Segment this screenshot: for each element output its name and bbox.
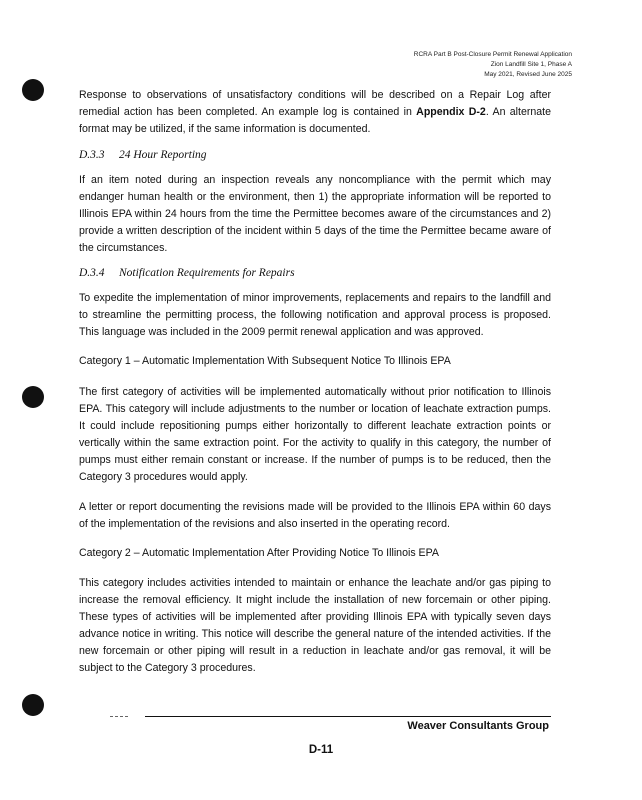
category-1-paragraph: The first category of activities will be implemented automatically without prior notification to Illinois EPA. This category will include adjustments to the number or location of leachate extraction pumps. It could include repositioning pumps either horizontally to different leachate extraction points or vertically within the same extraction point. For the activity to qualify in this category, the number of pumps must either remain constant or increase. If the number of pumps is to be reduced, then the Category 3 procedures would apply. [79, 386, 551, 483]
notification-paragraph: To expedite the implementation of minor improvements, replacements and repairs to the landfill and to streamline the permitting process, the following notification and approval process is proposed. This language was included in the 2009 permit renewal application and was approved. [79, 292, 551, 338]
section-number: D.3.3 [79, 149, 105, 161]
footer-company: Weaver Consultants Group [407, 720, 549, 732]
footer-rule [145, 716, 551, 717]
section-title: Notification Requirements for Repairs [119, 267, 295, 279]
punch-hole-bottom [22, 694, 44, 716]
header-date: May 2021, Revised June 2025 [484, 71, 572, 78]
section-title: 24 Hour Reporting [119, 149, 207, 161]
section-heading-d34 [79, 265, 295, 282]
appendix-reference: Appendix D-2 [416, 106, 486, 118]
reporting-paragraph: If an item noted during an inspection reveals any noncompliance with the permit which may endanger human health or the environment, then 1) the appropriate information will be reported to Illinois EPA within 24 hours from the time the Permittee becomes aware of the circumstances and 2) provide a written description of the incident within 5 days of the time the Permittee became aware of the circumstances. [79, 174, 551, 254]
footer-rule-fragment [110, 716, 128, 718]
section-heading-d33 [79, 147, 207, 164]
category-2-paragraph: This category includes activities intended to maintain or enhance the leachate and/or gas piping to increase the removal efficiency. It might include the installation of new forcemain or other piping. These types of activities will be implemented after providing Illinois EPA with typically seven days advance notice in writing. This notice will describe the general nature of the intended activities. If the new forcemain or other piping will result in a reduction in leachate and/or gas removal, it will be subject to the Category 3 procedures. [79, 577, 551, 674]
category-1-letter-paragraph: A letter or report documenting the revisions made will be provided to the Illinois EPA within 60 days of the implementation of the revisions and also inserted in the operating record. [79, 501, 551, 530]
category-1-heading: Category 1 – Automatic Implementation With Subsequent Notice To Illinois EPA [79, 355, 451, 367]
page-number: D-11 [308, 744, 334, 756]
category-2-heading: Category 2 – Automatic Implementation After Providing Notice To Illinois EPA [79, 547, 439, 559]
document-header [414, 50, 572, 80]
header-site: Zion Landfill Site 1, Phase A [490, 61, 572, 68]
header-title: RCRA Part B Post-Closure Permit Renewal Application [413, 51, 572, 58]
intro-paragraph: Response to observations of unsatisfactory conditions will be described on a Repair Log after remedial action has been completed. An example log is contained in Appendix D-2. An alternate format may be utilized, if the same information is documented. [79, 89, 551, 135]
punch-hole-top [22, 79, 44, 101]
punch-hole-middle [22, 386, 44, 408]
section-number: D.3.4 [79, 267, 105, 279]
